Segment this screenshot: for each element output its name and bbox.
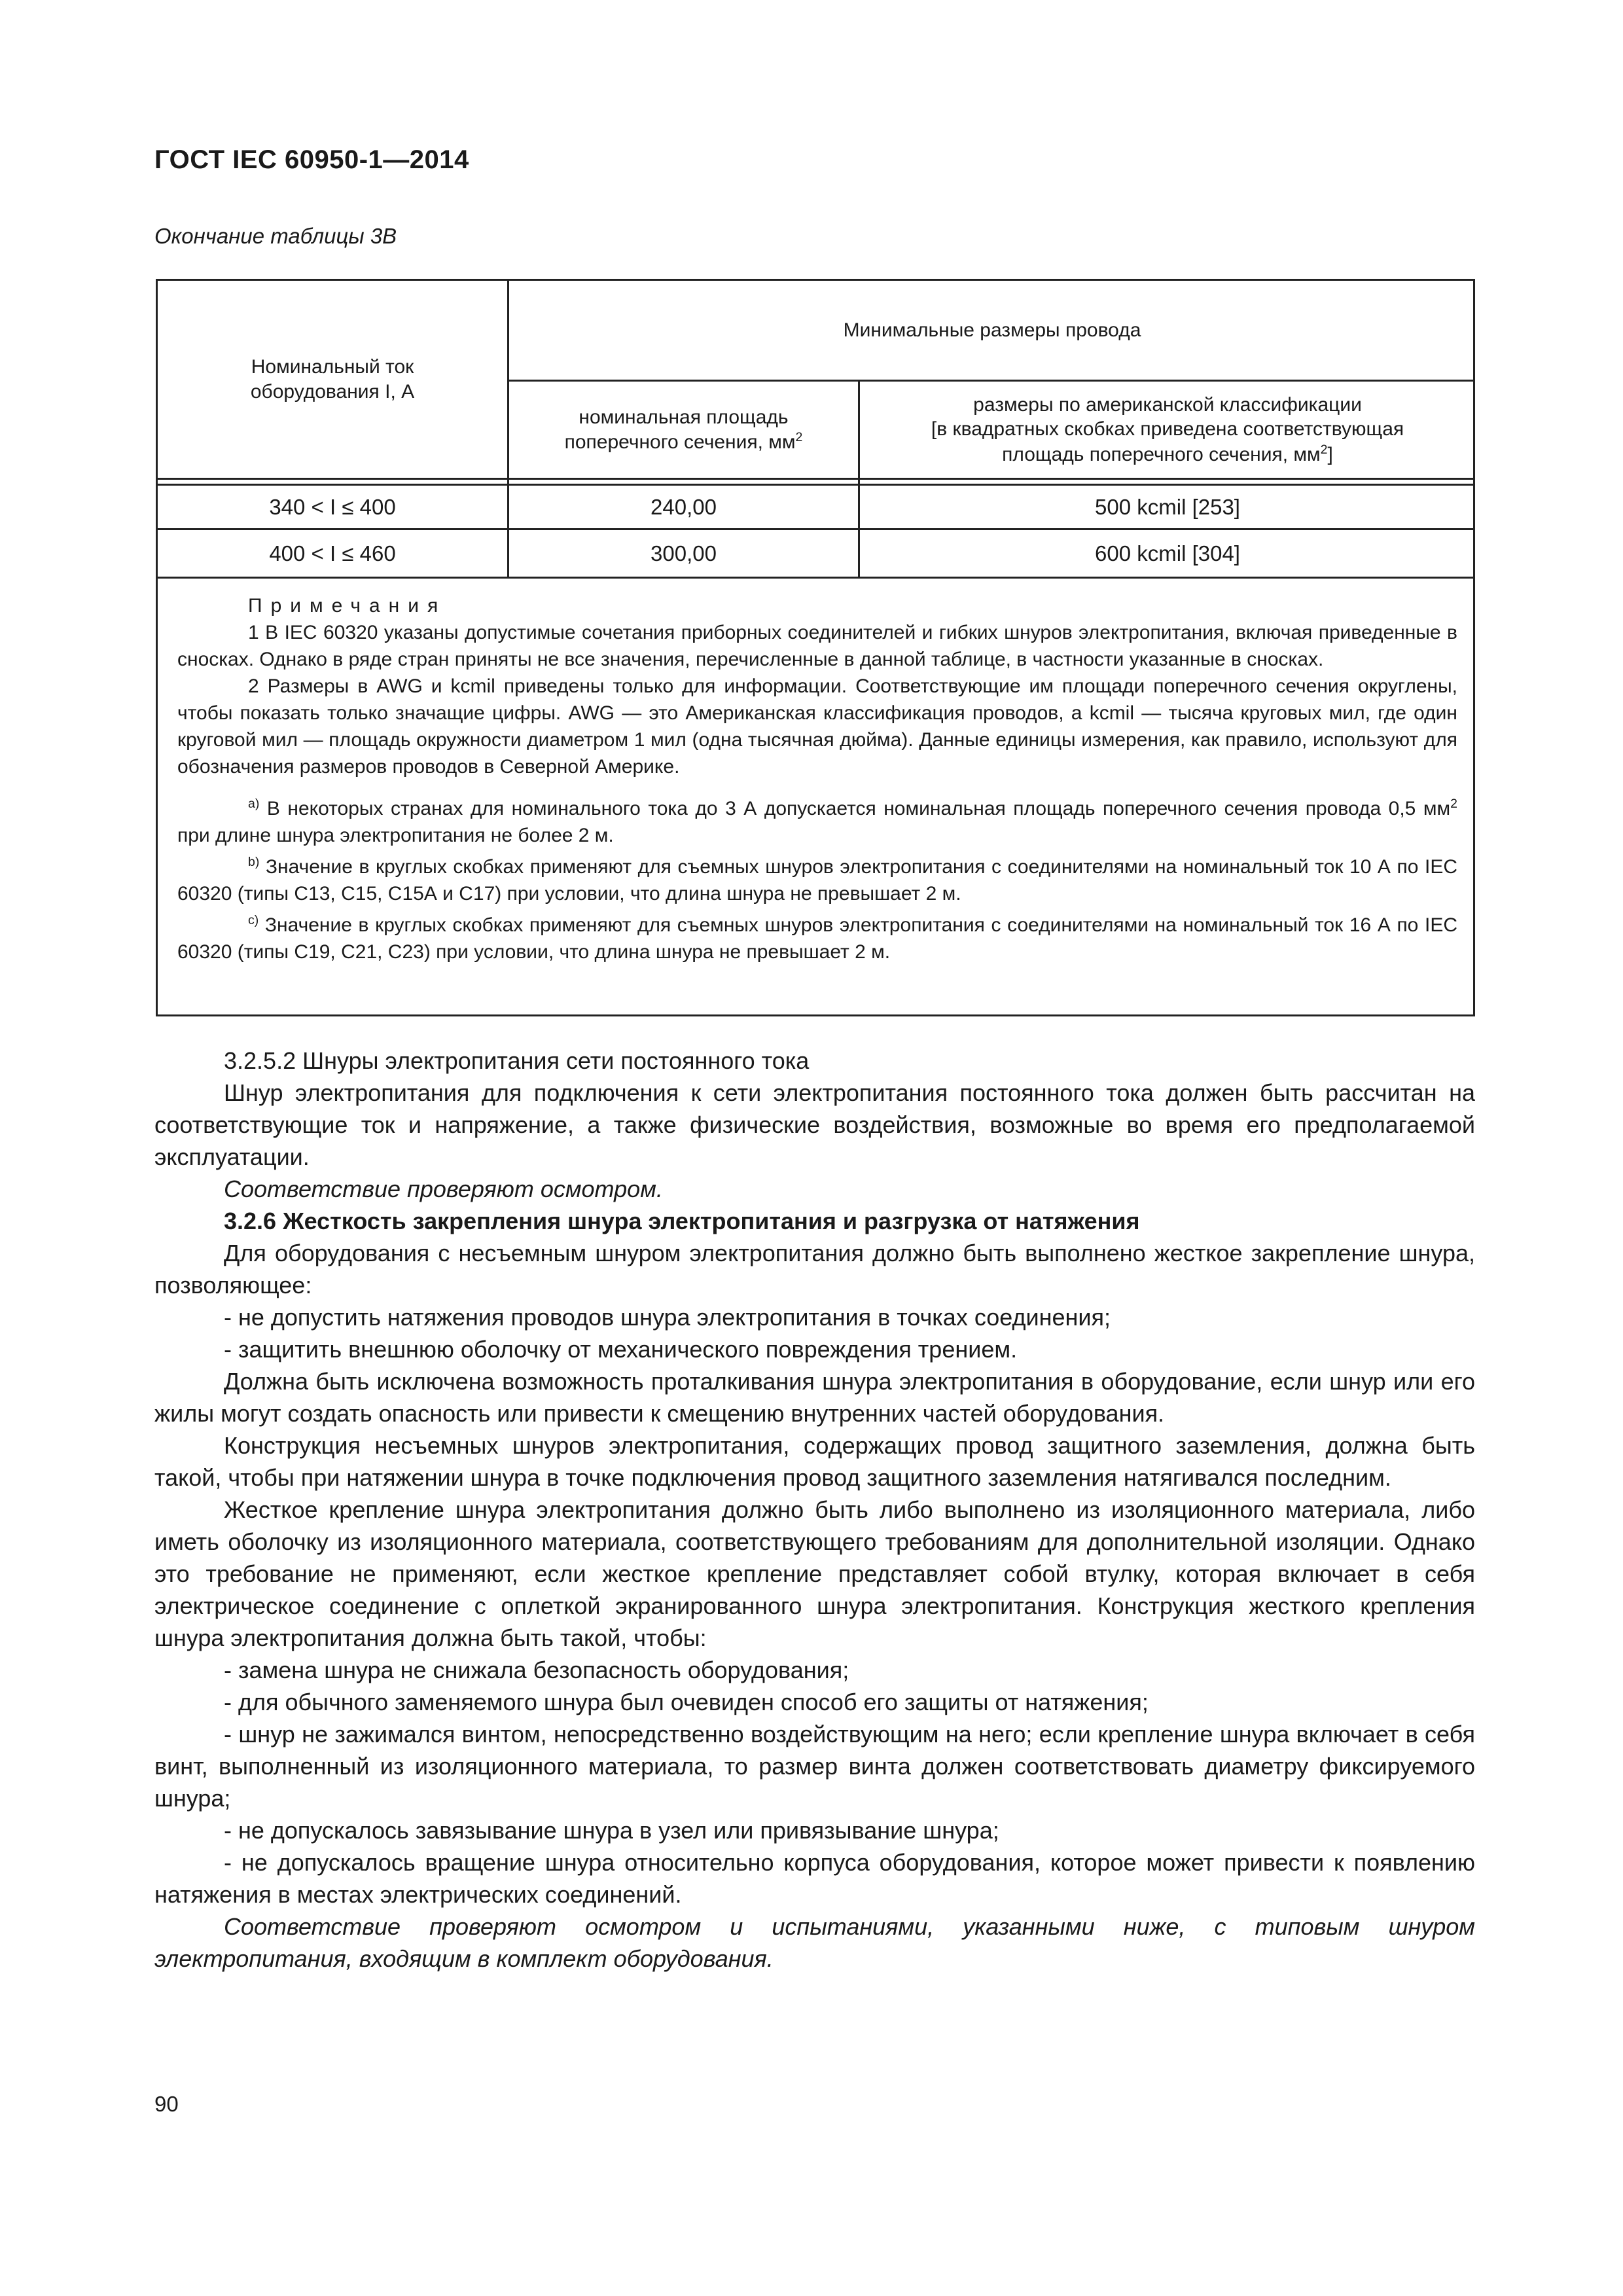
col-header-awg: размеры по американской классификации [в квадратных скобках приведена соответствующая площадь поперечного сечения, $мм^2$]: [931, 393, 1404, 465]
list-item: - шнур не зажимался винтом, непосредственно воздействующим на него; если крепление шнура включает в себя винт, выполненный из изоляционного материала, то размер винта должен соответствовать диаметру фиксируемого шнура;: [154, 1721, 1475, 1812]
paragraph: Должна быть исключена возможность проталкивания шнура электропитания в оборудование, если шнур или его жилы могут создать опасность или привести к смещению внутренних частей оборудования.: [154, 1368, 1475, 1427]
notes-heading: Примечания: [248, 595, 447, 617]
page-number: 90: [154, 2092, 179, 2116]
paragraph: Шнур электропитания для подключения к сети электропитания постоянного тока должен быть рассчитан на соответствующие ток и напряжение, а также физические воздействия, возможные во время его предполагаемой эксплуатации.: [154, 1079, 1475, 1170]
note-1: 1 В IEC 60320 указаны допустимые сочетания приборных соединителей и гибких шнуров электропитания, включая приведенные в сносках. Однако в ряде стран приняты не все значения, перечисленные в данной таблице, в частности указанные в сносках.: [177, 622, 1457, 670]
table-row-1-area: 240,00: [651, 494, 717, 519]
col-header-area: номинальная площадь поперечного сечения, $мм^2$: [564, 406, 803, 453]
table-row-2-area: 300,00: [651, 541, 717, 565]
table-row-2-current: 400 < I ≤ 460: [269, 541, 396, 565]
footnote-b: $^{b)}$ Значение в круглых скобках применяют для съемных шнуров электропитания с соединителями на номинальный ток 10 А по IEC 60320 (типы С13, С15, С15А и С17) при условии, что длина шнура не превышает 2 м.: [177, 855, 1457, 905]
list-item: - для обычного заменяемого шнура был очевиден способ его защиты от натяжения;: [224, 1689, 1149, 1715]
section-3-2-5-2-heading: 3.2.5.2 Шнуры электропитания сети постоянного тока: [224, 1047, 810, 1074]
body-text: [154, 1045, 1475, 1975]
table-row-1-awg: 500 kcmil [253]: [1095, 494, 1240, 519]
compliance-check: Соответствие проверяют осмотром.: [224, 1175, 663, 1202]
table-notes: [177, 592, 1457, 965]
note-2: 2 Размеры в AWG и kcmil приведены только для информации. Соответствующие им площади поперечного сечения округлены, чтобы показать только значащие цифры. AWG — это Американская классификация проводов, a kcmil — тысяча круговых мил, где один круговой мил — площадь окружности диаметром 1 мил (одна тысячная дюйма). Данные единицы измерения, как правило, используют для обозначения размеров проводов в Северной Америке.: [177, 675, 1457, 778]
footnote-c: $^{c)}$ Значение в круглых скобках применяют для съемных шнуров электропитания с соединителями на номинальный ток 16 А по IEC 60320 (типы С19, С21, С23) при условии, что длина шнура не превышает 2 м.: [177, 913, 1457, 963]
paragraph: Жесткое крепление шнура электропитания должно быть либо выполнено из изоляционного материала, либо иметь оболочку из изоляционного материала, соответствующего требованиям для дополнительной изоляции. Однако это требование не применяют, если жесткое крепление представляет собой втулку, которая включает в себя электрическое соединение с оплеткой экранированного шнура электропитания. Конструкция жесткого крепления шнура электропитания должна быть такой, чтобы:: [154, 1496, 1475, 1651]
paragraph: Конструкция несъемных шнуров электропитания, содержащих провод защитного заземления, должна быть такой, чтобы при натяжении шнура в точке подключения провод защитного заземления натягивался последним.: [154, 1432, 1475, 1491]
list-item: - не допускалось завязывание шнура в узел или привязывание шнура;: [224, 1817, 999, 1844]
footnote-a: $^{a)}$ В некоторых странах для номинального тока до 3 А допускается номинальная площадь поперечного сечения провода 0,5 $мм^2$ при длине шнура электропитания не более 2 м.: [177, 797, 1457, 846]
section-3-2-6-heading: 3.2.6 Жесткость закрепления шнура электропитания и разгрузка от натяжения: [224, 1208, 1140, 1234]
list-item: - защитить внешнюю оболочку от механического повреждения трением.: [224, 1336, 1018, 1363]
list-item: - не допустить натяжения проводов шнура электропитания в точках соединения;: [224, 1304, 1111, 1331]
compliance-check: Соответствие проверяют осмотром и испытаниями, указанными ниже, с типовым шнуром электропитания, входящим в комплект оборудования.: [154, 1913, 1475, 1972]
paragraph: Для оборудования с несъемным шнуром электропитания должно быть выполнено жесткое закрепление шнура, позволяющее:: [154, 1240, 1475, 1299]
table-row-1-current: 340 < I ≤ 400: [269, 494, 396, 519]
col-group-header: Минимальные размеры провода: [843, 319, 1141, 341]
list-item: - замена шнура не снижала безопасность оборудования;: [224, 1657, 849, 1683]
table-row-2-awg: 600 kcmil [304]: [1095, 541, 1240, 565]
list-item: - не допускалось вращение шнура относительно корпуса оборудования, которое может привести к появлению натяжения в местах электрических соединений.: [154, 1849, 1475, 1908]
table-caption: Окончание таблицы 3В: [154, 224, 397, 248]
document-header: ГОСТ IEC 60950-1—2014: [154, 145, 469, 174]
col-header-current: Номинальный ток оборудования I, А: [250, 356, 415, 403]
table-3b: [156, 279, 1475, 1016]
